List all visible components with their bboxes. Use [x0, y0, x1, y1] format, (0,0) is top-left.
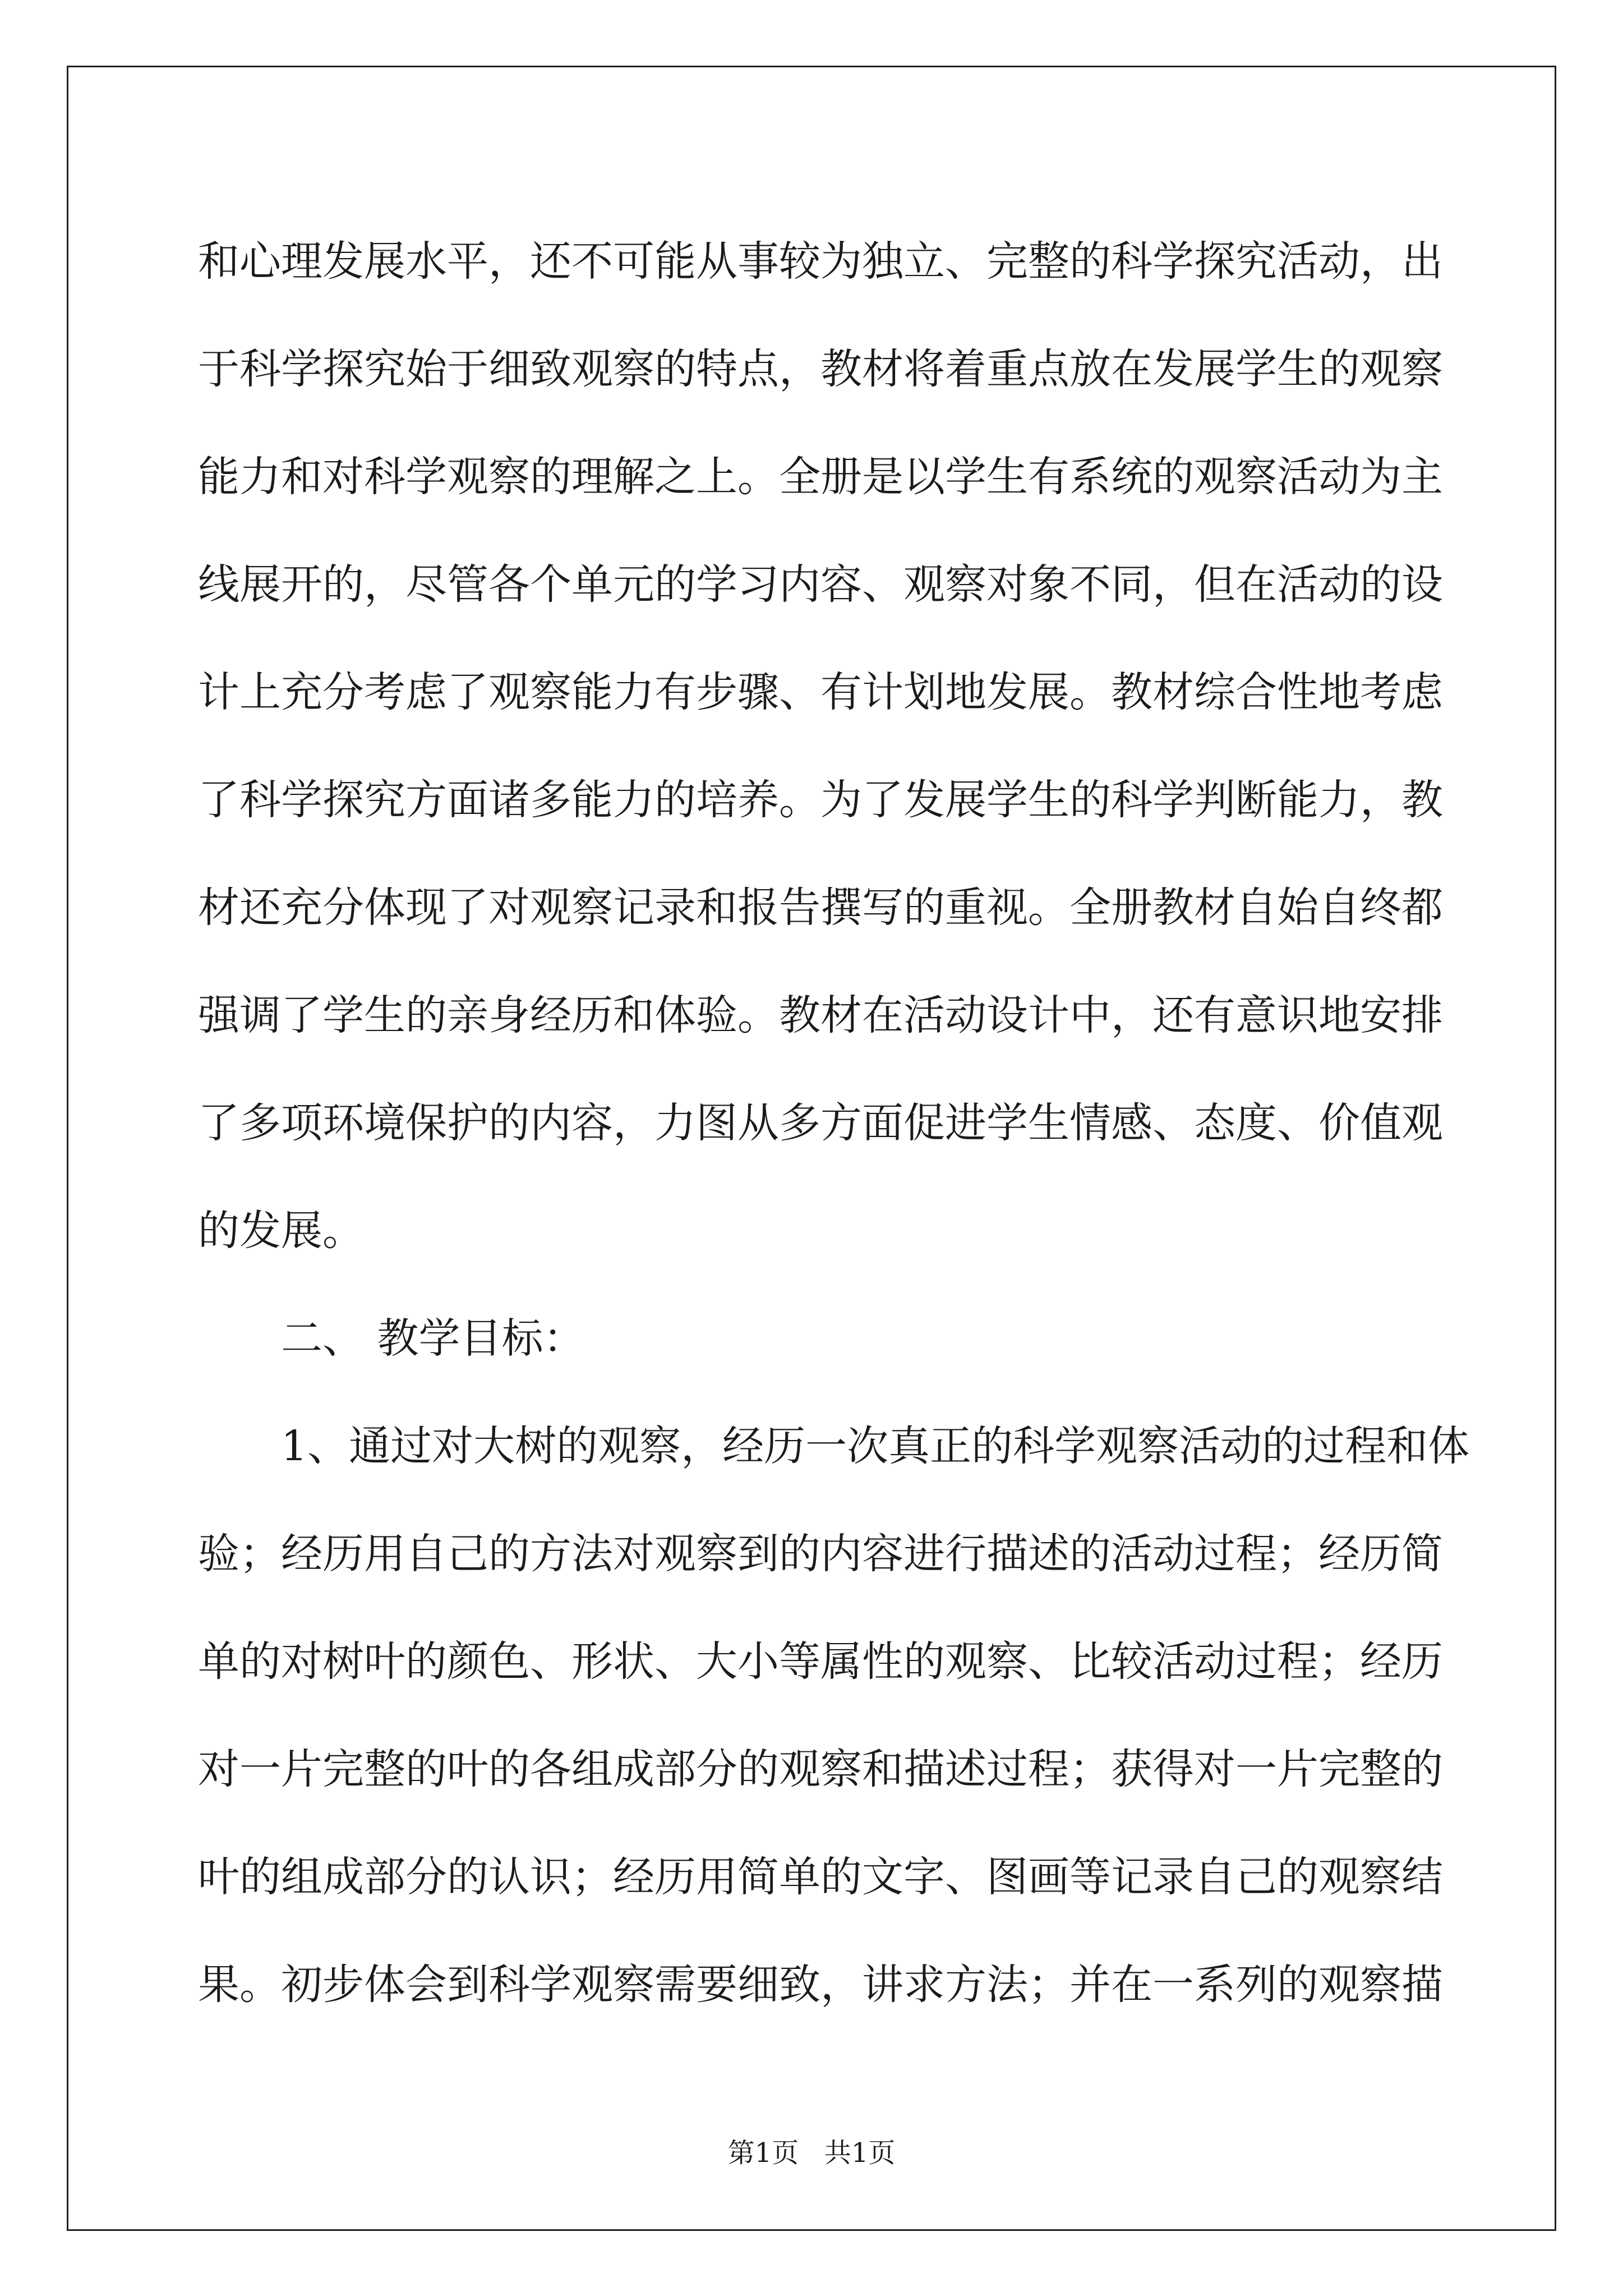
text-line: 了科学探究方面诸多能力的培养。为了发展学生的科学判断能力，教 — [198, 776, 1443, 824]
text-line: 计上充分考虑了观察能力有步骤、有计划地发展。教材综合性地考虑 — [198, 668, 1443, 716]
text-line: 叶的组成部分的认识；经历用简单的文字、图画等记录自己的观察结 — [198, 1853, 1443, 1901]
document-body — [198, 208, 1470, 2039]
page-footer: 第1页 共1页 — [727, 2137, 896, 2169]
text-line: 1、通过对大树的观察，经历一次真正的科学观察活动的过程和体 — [281, 1422, 1470, 1470]
text-line: 于科学探究始于细致观察的特点，教材将着重点放在发展学生的观察 — [198, 345, 1443, 393]
text-line: 强调了学生的亲身经历和体验。教材在活动设计中，还有意识地安排 — [198, 991, 1443, 1039]
text-line: 对一片完整的叶的各组成部分的观察和描述过程；获得对一片完整的 — [198, 1745, 1443, 1793]
text-line: 线展开的，尽管各个单元的学习内容、观察对象不同，但在活动的设 — [198, 560, 1443, 609]
text-line: 单的对树叶的颜色、形状、大小等属性的观察、比较活动过程；经历 — [198, 1637, 1443, 1686]
section-heading: 二、 教学目标： — [281, 1314, 585, 1363]
text-line: 验；经历用自己的方法对观察到的内容进行描述的活动过程；经历简 — [198, 1530, 1443, 1578]
text-line: 能力和对科学观察的理解之上。全册是以学生有系统的观察活动为主 — [198, 453, 1443, 501]
text-line: 材还充分体现了对观察记录和报告撰写的重视。全册教材自始自终都 — [198, 884, 1443, 932]
paragraph-goals — [198, 1392, 1470, 2039]
text-line: 果。初步体会到科学观察需要细致，讲求方法；并在一系列的观察描 — [198, 1961, 1443, 2009]
paragraph-intro — [198, 208, 1443, 1285]
text-line: 和心理发展水平，还不可能从事较为独立、完整的科学探究活动，出 — [198, 237, 1443, 286]
text-line: 了多项环境保护的内容，力图从多方面促进学生情感、态度、价值观 — [198, 1099, 1443, 1147]
text-line: 的发展。 — [198, 1207, 364, 1255]
